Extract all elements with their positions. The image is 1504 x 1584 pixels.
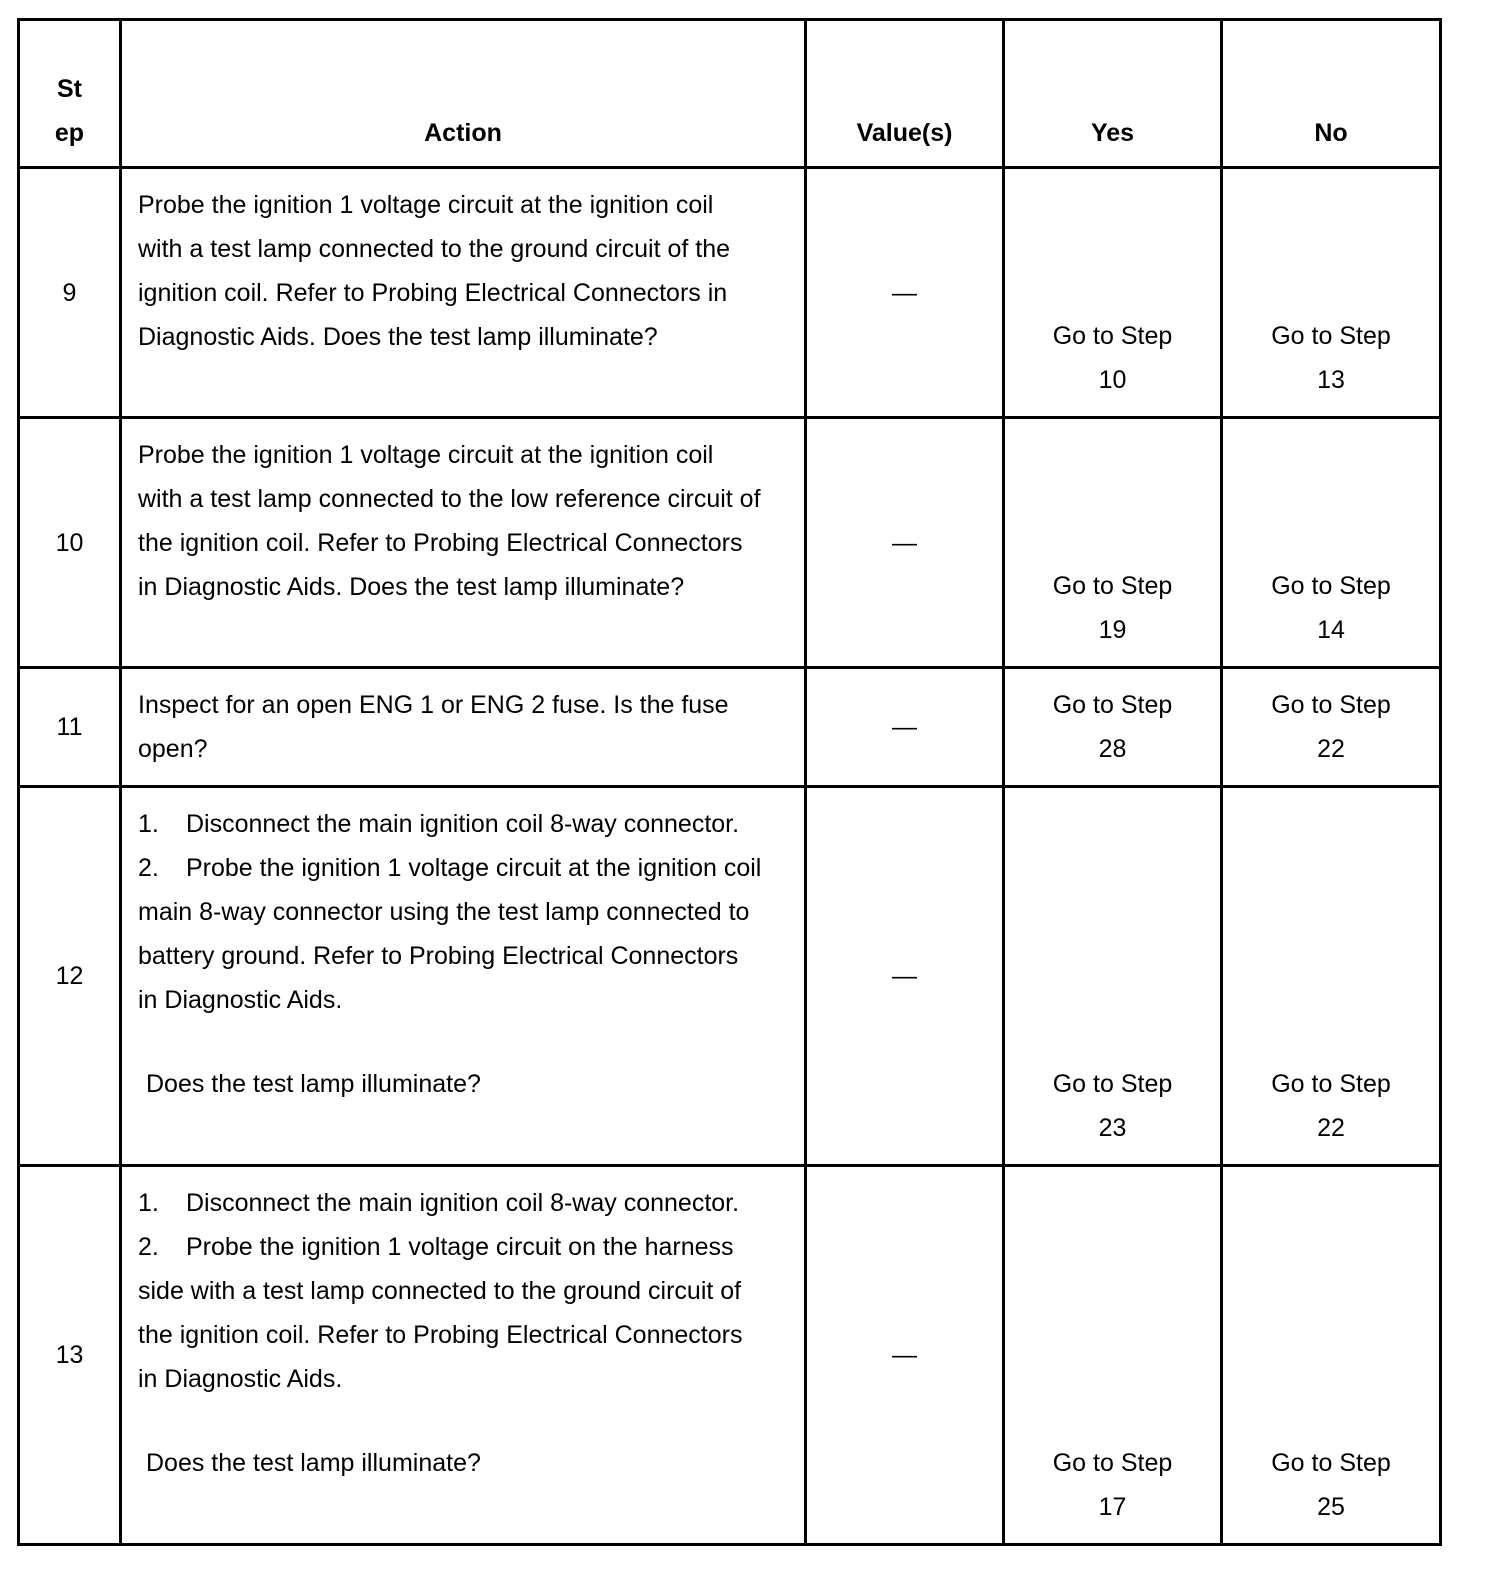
no-cell: Go to Step 14	[1222, 418, 1441, 668]
yes-cell: Go to Step 19	[1004, 418, 1222, 668]
yes-cell: Go to Step 10	[1004, 168, 1222, 418]
step-number: 11	[19, 668, 121, 787]
question-text: Does the test lamp illuminate?	[146, 1449, 481, 1477]
list-item: 1. Disconnect the main ignition coil 8-way connector.	[138, 810, 740, 838]
table-row	[19, 668, 1441, 787]
value-cell: —	[806, 1166, 1004, 1545]
step-number: 12	[19, 787, 121, 1166]
yes-header: Yes	[1004, 20, 1222, 168]
step-number: 13	[19, 1166, 121, 1545]
list-item: 1. Disconnect the main ignition coil 8-way connector.	[138, 1189, 740, 1217]
table-row	[19, 168, 1441, 418]
no-cell: Go to Step 25	[1222, 1166, 1441, 1545]
diagnostic-table	[17, 18, 1442, 1546]
values-header: Value(s)	[806, 20, 1004, 168]
step-number: 9	[19, 168, 121, 418]
action-header: Action	[121, 20, 806, 168]
list-item: 2. Probe the ignition 1 voltage circuit on the harness side with a test lamp connected to the ground circuit of the ignition coil. Refer to Probing Electrical Connectors in Diagnostic Aids.	[138, 1233, 743, 1393]
value-cell: —	[806, 787, 1004, 1166]
action-text	[121, 787, 806, 1166]
action-text	[121, 1166, 806, 1545]
no-cell: Go to Step 22	[1222, 787, 1441, 1166]
yes-cell: Go to Step 23	[1004, 787, 1222, 1166]
table-row	[19, 1166, 1441, 1545]
no-cell: Go to Step 22	[1222, 668, 1441, 787]
no-cell: Go to Step 13	[1222, 168, 1441, 418]
value-cell: —	[806, 668, 1004, 787]
no-header: No	[1222, 20, 1441, 168]
table-row	[19, 787, 1441, 1166]
action-text: Probe the ignition 1 voltage circuit at the ignition coil with a test lamp connected to the ground circuit of the ignition coil. Refer to Probing Electrical Connectors in Diagnostic Aids. Does the test lamp illuminate?	[121, 168, 806, 418]
action-text: Probe the ignition 1 voltage circuit at the ignition coil with a test lamp connected to the low reference circuit of the ignition coil. Refer to Probing Electrical Connectors in Diagnostic Aids. Does the test lamp illuminate?	[121, 418, 806, 668]
question-text: Does the test lamp illuminate?	[146, 1070, 481, 1098]
yes-cell: Go to Step 17	[1004, 1166, 1222, 1545]
value-cell: —	[806, 418, 1004, 668]
action-text: Inspect for an open ENG 1 or ENG 2 fuse. Is the fuse open?	[121, 668, 806, 787]
header-row	[19, 20, 1441, 168]
table-row	[19, 418, 1441, 668]
value-cell: —	[806, 168, 1004, 418]
step-header: St ep	[19, 20, 121, 168]
yes-cell: Go to Step 28	[1004, 668, 1222, 787]
step-number: 10	[19, 418, 121, 668]
list-item: 2. Probe the ignition 1 voltage circuit at the ignition coil main 8-way connector using the test lamp connected to battery ground. Refer to Probing Electrical Connectors in Diagnostic Aids.	[138, 854, 762, 1014]
